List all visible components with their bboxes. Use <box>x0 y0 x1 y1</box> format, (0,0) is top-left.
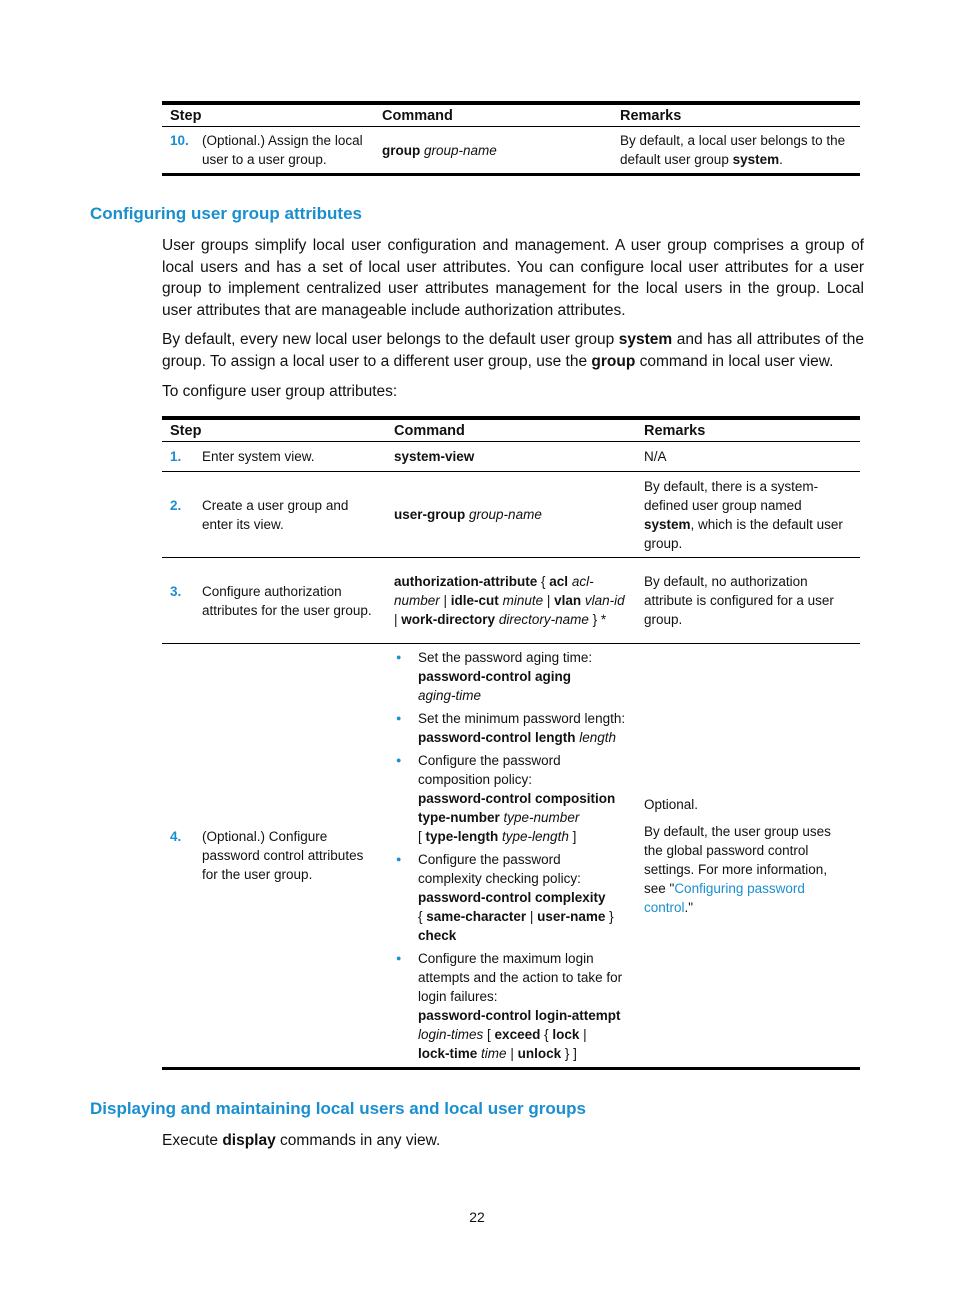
col-header-remarks: Remarks <box>612 103 860 127</box>
step-text: Configure authorization attributes for the user group. <box>202 583 372 618</box>
command-keyword: group <box>382 142 421 158</box>
table-row <box>162 472 860 558</box>
command-cell <box>374 127 612 175</box>
step-cell <box>162 558 386 644</box>
cmd-arg: length <box>579 730 617 745</box>
cmd-keyword: check <box>418 928 457 943</box>
cmd-arg: aging-time <box>418 688 482 703</box>
step-cell <box>162 472 386 558</box>
command-cell <box>386 472 636 558</box>
config-table <box>162 416 860 1070</box>
cmd-sep: } * <box>588 612 607 627</box>
table-continuation <box>162 101 860 176</box>
remarks-cell <box>636 644 860 1069</box>
paragraph: User groups simplify local user configuration and management. A user group comprises a group of local users and has a set of local user attributes. You can configure local user attributes for a user group to implement centralized user attributes management for the local users in the group. Local user attributes that are manageable include authorization attributes. <box>162 237 864 319</box>
text: Execute <box>162 1132 223 1149</box>
bullet-text: Configure the password composition policy: <box>418 753 561 787</box>
table-header-row <box>162 103 860 127</box>
cmd-keyword: idle-cut <box>450 593 499 608</box>
cmd-arg: directory-name <box>498 612 589 627</box>
step-cell <box>162 644 386 1069</box>
bullet-text: Set the minimum password length: <box>418 711 626 726</box>
command-keyword: user-group <box>394 507 466 522</box>
remarks-cell <box>612 127 860 175</box>
remarks-cell: By default, no authorization attribute is configured for a user group. <box>636 558 860 644</box>
cmd-arg: minute <box>502 593 544 608</box>
cmd-arg: type-length <box>502 829 569 844</box>
cmd-keyword: exceed <box>494 1027 541 1042</box>
text: command in local user view. <box>635 352 834 370</box>
command-cell <box>386 558 636 644</box>
cmd-sep: | <box>526 909 538 924</box>
cross-reference-link[interactable]: Configuring password control <box>644 880 805 915</box>
table-row <box>162 644 860 1069</box>
bullet-list <box>394 648 628 1063</box>
list-item <box>394 751 628 846</box>
cmd-arg: acl-number <box>394 574 594 608</box>
remark-text: By default, there is a system-defined user group named <box>644 478 819 513</box>
remarks-cell <box>636 472 860 558</box>
remark-bold: system <box>732 152 780 167</box>
bold-text: system <box>618 331 673 348</box>
page-number: 22 <box>469 1209 485 1225</box>
col-header-step: Step <box>162 103 374 127</box>
cmd-sep: | <box>394 612 402 627</box>
section-heading: Displaying and maintaining local users and local user groups <box>90 1099 586 1118</box>
step-number: 3. <box>170 583 182 599</box>
cmd-sep: ] <box>568 829 577 844</box>
bold-text: display <box>222 1132 276 1149</box>
bullet-text: Configure the maximum login attempts and the action to take for login failures: <box>418 951 623 1004</box>
cmd-keyword: authorization-attribute <box>394 574 538 589</box>
step-text: Enter system view. <box>202 449 315 464</box>
cmd-keyword: password-control aging <box>418 669 572 684</box>
cmd-keyword: vlan <box>554 593 582 608</box>
cmd-keyword: password-control length <box>418 730 576 745</box>
text: commands in any view. <box>275 1132 441 1149</box>
table-row <box>162 127 860 175</box>
step-number: 10. <box>170 133 189 148</box>
remark-bold: system <box>644 516 691 532</box>
table-row <box>162 442 860 472</box>
cmd-keyword: password-control login-attempt <box>418 1008 621 1023</box>
cmd-arg: vlan-id <box>584 593 625 608</box>
cmd-sep: { <box>537 574 550 589</box>
cmd-arg: time <box>481 1046 507 1061</box>
step-text: (Optional.) Configure password control attributes for the user group. <box>202 829 364 882</box>
cmd-sep: } <box>605 909 614 924</box>
remark-text: By default, a local user belongs to the default user group <box>620 133 846 167</box>
cmd-arg: type-number <box>503 810 580 825</box>
cmd-keyword: same-character <box>426 909 527 924</box>
cmd-sep: | <box>506 1046 518 1061</box>
step-number: 2. <box>170 497 182 513</box>
list-item <box>394 648 628 705</box>
cmd-arg: login-times <box>418 1027 484 1042</box>
step-number: 4. <box>170 829 182 844</box>
cmd-keyword: user-name <box>537 909 606 924</box>
section-heading: Configuring user group attributes <box>90 204 362 223</box>
text: By default, every new local user belongs to the default user group <box>162 331 619 348</box>
cmd-keyword: lock <box>552 1027 580 1042</box>
step-number: 1. <box>170 449 182 464</box>
table-header-row <box>162 418 860 442</box>
step-cell <box>162 127 374 175</box>
remarks-cell: N/A <box>636 442 860 472</box>
list-item <box>394 709 628 747</box>
cmd-sep: [ <box>418 829 426 844</box>
col-header-remarks: Remarks <box>636 418 860 442</box>
command-arg: group-name <box>469 507 542 522</box>
cmd-sep: | <box>579 1027 587 1042</box>
remark-text-start: By default, the user group uses the global password control settings. For more information, see " <box>644 823 831 896</box>
paragraph: To configure user group attributes: <box>162 383 398 400</box>
cmd-keyword: acl <box>549 574 569 589</box>
cmd-sep: { <box>540 1027 553 1042</box>
cmd-keyword: password-control complexity <box>418 890 606 905</box>
command-arg: group-name <box>424 142 497 158</box>
cmd-keyword: work-directory <box>401 612 496 627</box>
list-item <box>394 850 628 945</box>
col-header-command: Command <box>386 418 636 442</box>
table-row <box>162 558 860 644</box>
step-text: (Optional.) Assign the local user to a user group. <box>202 133 363 167</box>
cmd-sep: { <box>418 909 427 924</box>
cmd-keyword: type-length <box>425 829 499 844</box>
paragraph <box>162 1130 864 1152</box>
col-header-step: Step <box>162 418 386 442</box>
cmd-sep: } ] <box>561 1046 577 1061</box>
command-keyword: system-view <box>394 449 475 464</box>
bullet-text: Configure the password complexity checking policy: <box>418 852 581 886</box>
cmd-keyword: password-control composition type-number <box>418 791 616 825</box>
bullet-text: Set the password aging time: <box>418 650 593 665</box>
cmd-keyword: lock-time <box>418 1046 478 1061</box>
step-cell <box>162 442 386 472</box>
bold-text: group <box>591 352 636 370</box>
cmd-sep: | <box>439 593 451 608</box>
col-header-command: Command <box>374 103 612 127</box>
cmd-sep: [ <box>483 1027 495 1042</box>
cmd-keyword: unlock <box>517 1046 562 1061</box>
remark-optional: Optional. <box>644 796 699 812</box>
paragraph <box>162 329 864 372</box>
remark-text-end: . <box>779 152 783 167</box>
remark-text <box>644 822 852 917</box>
remark-text-end: , which is the default user group. <box>644 516 843 551</box>
text: and has all attributes of the group. To assign a local user to a different user group, use the <box>162 331 864 370</box>
command-cell <box>386 442 636 472</box>
list-item <box>394 949 628 1063</box>
cmd-sep: | <box>543 593 555 608</box>
command-cell <box>386 644 636 1069</box>
remark-text-end: ." <box>684 899 694 915</box>
step-text: Create a user group and enter its view. <box>202 497 349 532</box>
